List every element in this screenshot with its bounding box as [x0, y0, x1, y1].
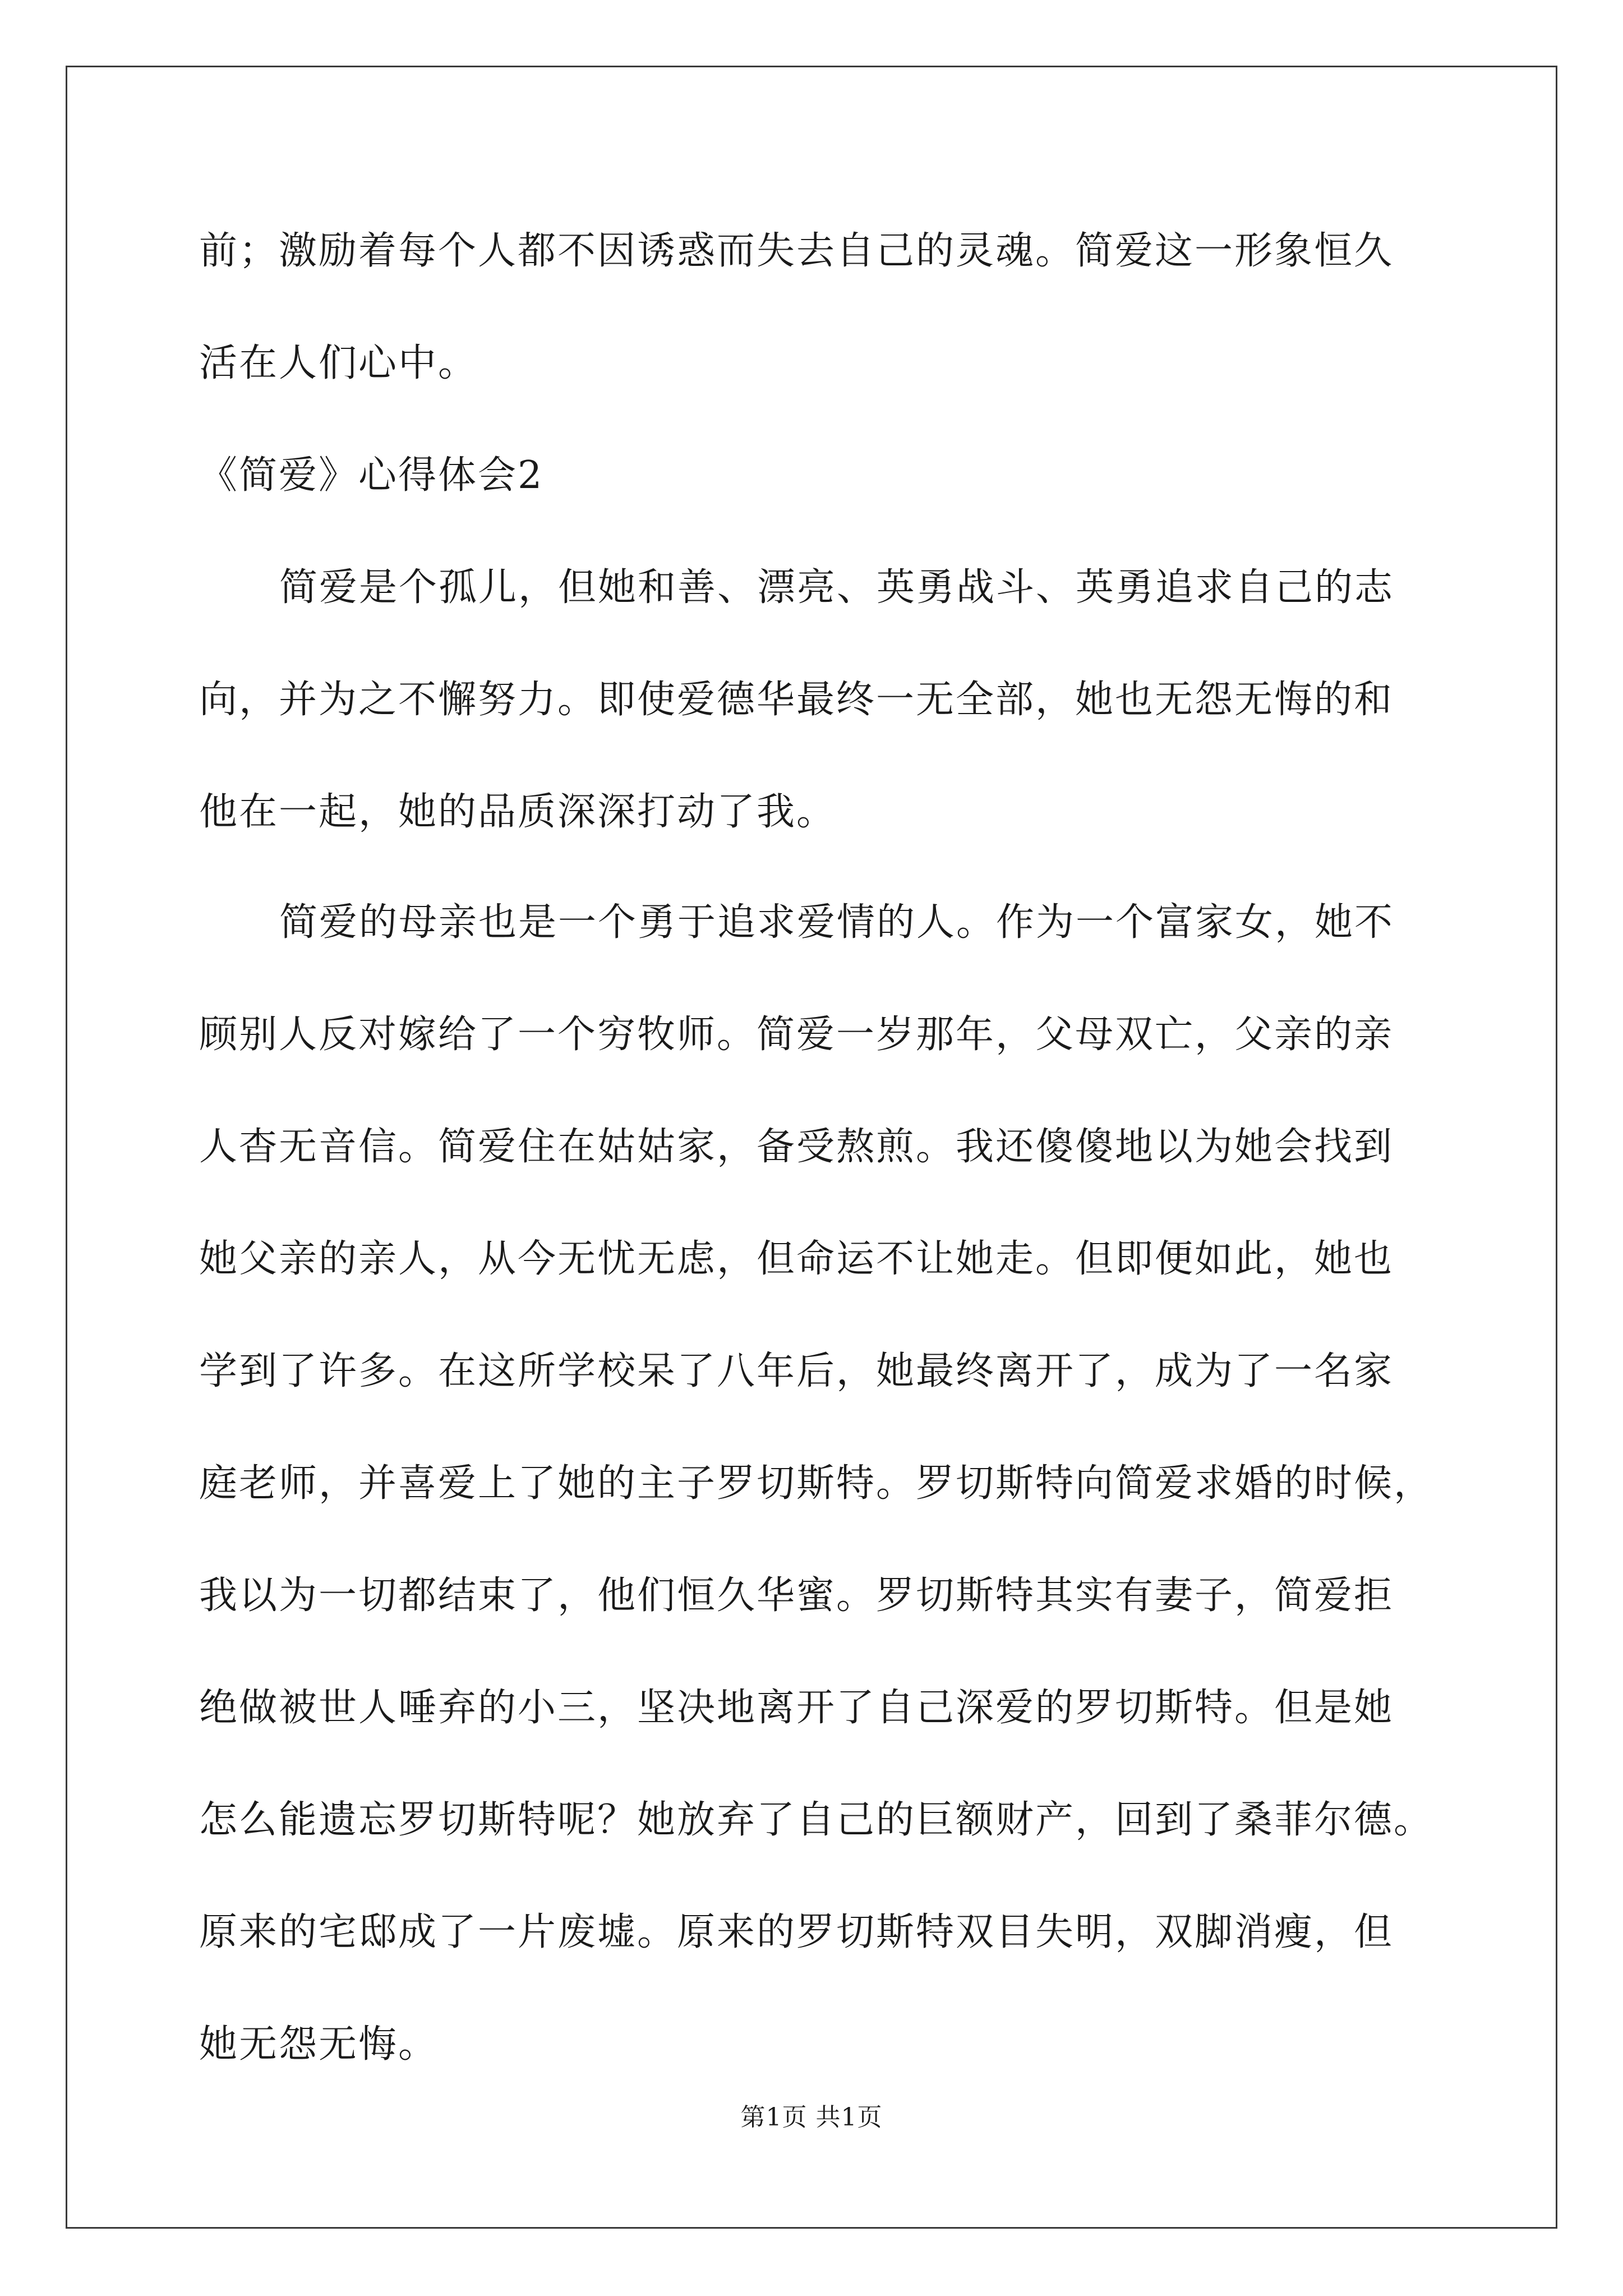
text-line: 顾别人反对嫁给了一个穷牧师。简爱一岁那年，父母双亡，父亲的亲 [199, 1013, 1394, 1057]
text-line: 原来的宅邸成了一片废墟。原来的罗切斯特双目失明，双脚消瘦，但 [199, 1910, 1394, 1954]
text-line: 向，并为之不懈努力。即使爱德华最终一无全部，她也无怨无悔的和 [199, 678, 1394, 722]
text-line: 她无怨无悔。 [199, 2022, 439, 2067]
paragraph-1 [199, 532, 1438, 868]
text-line: 人杳无音信。简爱住在姑姑家，备受熬煎。我还傻傻地以为她会找到 [199, 1125, 1394, 1169]
section-heading [199, 420, 1438, 532]
text-line: 她父亲的亲人，从今无忧无虑，但命运不让她走。但即便如此，她也 [199, 1237, 1394, 1281]
text-line: 怎么能遗忘罗切斯特呢？她放弃了自己的巨额财产，回到了桑菲尔德。 [199, 1798, 1434, 1842]
text-line: 前；激励着每个人都不因诱惑而失去自己的灵魂。简爱这一形象恒久 [199, 229, 1394, 273]
page-number-footer: 第1页 共1页 [740, 2103, 883, 2132]
paragraph-2 [199, 867, 1438, 2101]
text-line: 简爱是个孤儿，但她和善、漂亮、英勇战斗、英勇追求自己的志 [279, 565, 1395, 610]
text-line: 他在一起，她的品质深深打动了我。 [199, 790, 837, 834]
text-line: 我以为一切都结束了，他们恒久华蜜。罗切斯特其实有妻子，简爱拒 [199, 1573, 1394, 1618]
text-line: 活在人们心中。 [199, 341, 478, 385]
text-line: 简爱的母亲也是一个勇于追求爱情的人。作为一个富家女，她不 [279, 900, 1395, 945]
intro-paragraph [199, 195, 1438, 420]
heading-text: 《简爱》心得体会2 [199, 453, 544, 498]
text-line: 学到了许多。在这所学校呆了八年后，她最终离开了，成为了一名家 [199, 1349, 1394, 1393]
text-line: 庭老师，并喜爱上了她的主子罗切斯特。罗切斯特向简爱求婚的时候， [199, 1461, 1434, 1506]
text-line: 绝做被世人唾弃的小三，坚决地离开了自己深爱的罗切斯特。但是她 [199, 1686, 1394, 1730]
